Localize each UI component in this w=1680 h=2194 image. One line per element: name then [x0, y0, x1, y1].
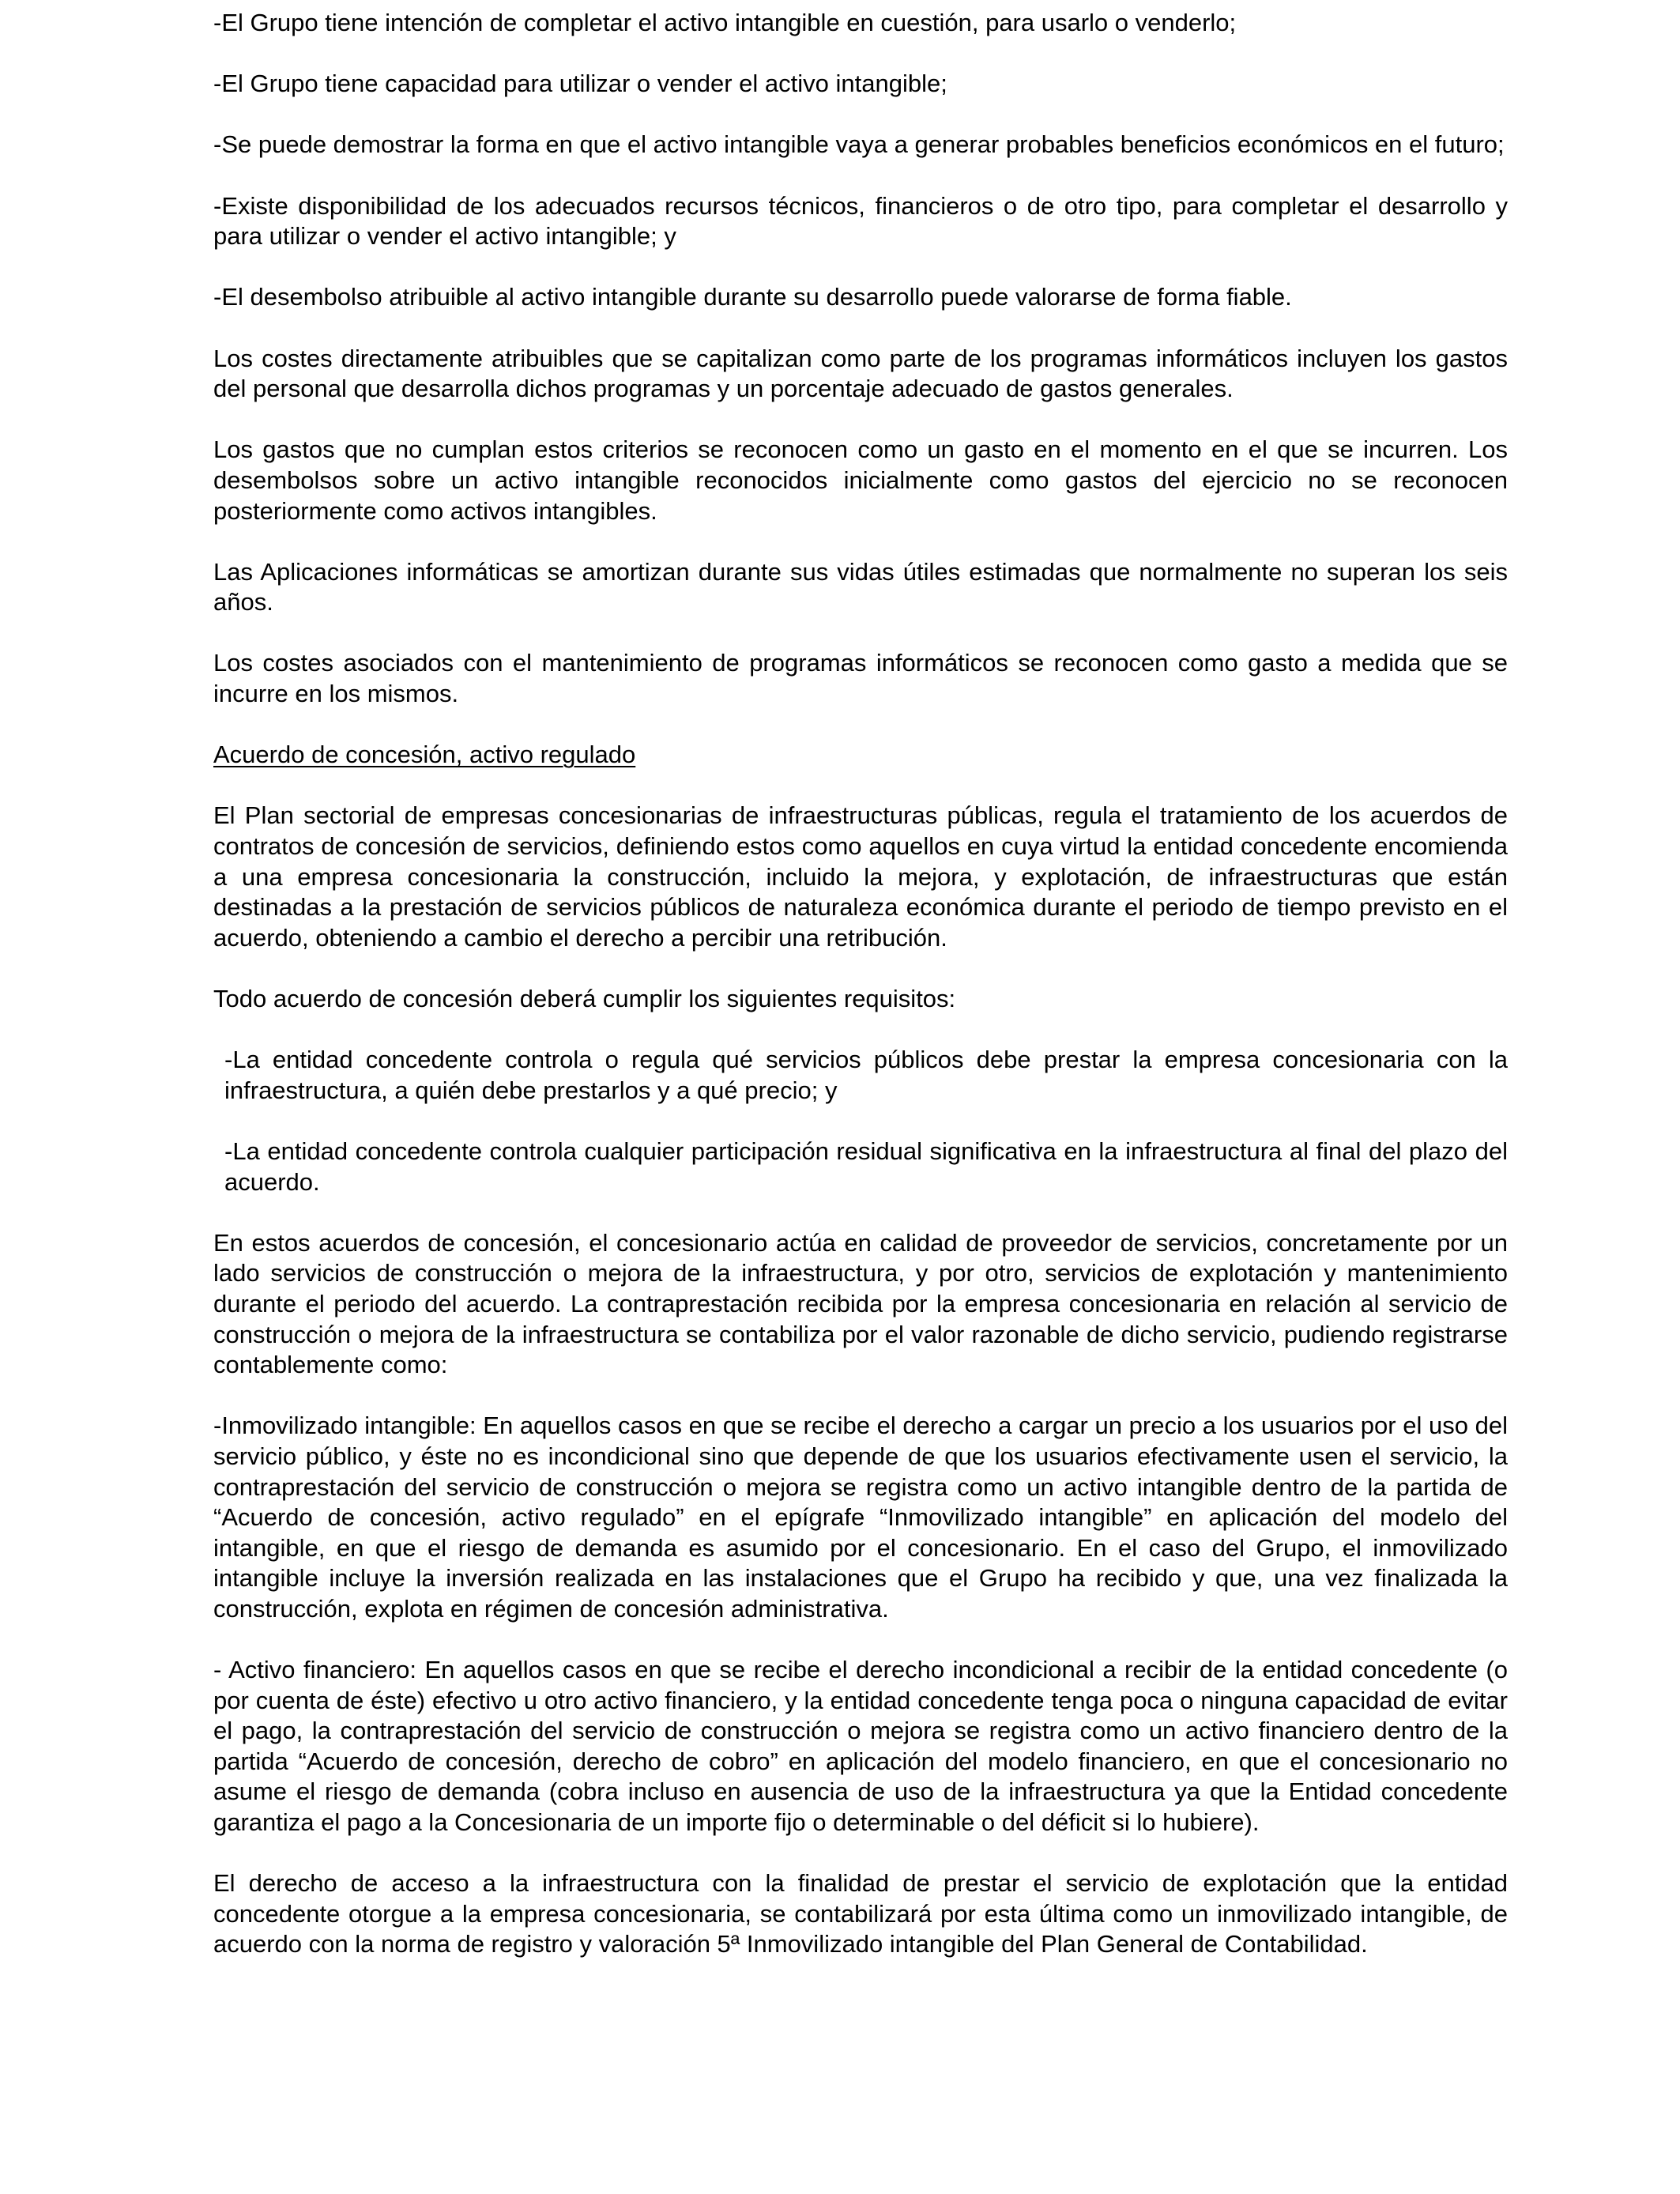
software-paragraph: Los gastos que no cumplan estos criterios se reconocen como un gasto en el momento en el que se incurren. Los desembolsos sobre un activo intangible reconocidos inicialmente como gastos del ejercicio no se reconocen posteriormente como activos intangibles. [213, 435, 1508, 525]
intro-item: -Existe disponibilidad de los adecuados recursos técnicos, financieros o de otro tipo, para completar el desarrollo y para utilizar o vender el activo intangible; y [213, 191, 1508, 251]
concession-paragraph: El derecho de acceso a la infraestructura con la finalidad de prestar el servicio de explotación que la entidad concedente otorgue a la empresa concesionaria, se contabilizará por esta última como un inmovilizado intangible, de acuerdo con la norma de registro y valoración 5ª Inmovilizado intangible del Plan General de Contabilidad. [213, 1869, 1508, 1958]
software-paragraph: Los costes asociados con el mantenimiento de programas informáticos se reconocen como gasto a medida que se incurre en los mismos. [213, 649, 1508, 708]
requirement-item: -La entidad concedente controla cualquier participación residual significativa en la infraestructura al final del plazo del acuerdo. [224, 1137, 1508, 1196]
concession-intro: El Plan sectorial de empresas concesionarias de infraestructuras públicas, regula el tratamiento de los acuerdos de contratos de concesión de servicios, definiendo estos como aquellos en cuya virtud la entidad concedente encomienda a una empresa concesionaria la construcción, incluido la mejora, y explotación, de infraestructuras que están destinadas a la prestación de servicios públicos de naturaleza económica durante el periodo de tiempo previsto en el acuerdo, obteniendo a cambio el derecho a percibir una retribución. [213, 801, 1508, 952]
concession-paragraph: En estos acuerdos de concesión, el concesionario actúa en calidad de proveedor de servicios, concretamente por un lado servicios de construcción o mejora de la infraestructura, y por otro, servicios de explotación y mantenimiento durante el periodo del acuerdo. La contraprestación recibida por la empresa concesionaria en relación al servicio de construcción o mejora de la infraestructura se contabiliza por el valor razonable de dicho servicio, pudiendo registrarse contablemente como: [213, 1228, 1508, 1379]
concession-paragraph: -Inmovilizado intangible: En aquellos casos en que se recibe el derecho a cargar un precio a los usuarios por el uso del servicio público, y éste no es incondicional sino que depende de que los usuarios efectivamente usen el servicio, la contraprestación del servicio de construcción o mejora se registra como un activo intangible dentro de la partida de “Acuerdo de concesión, activo regulado” en el epígrafe “Inmovilizado intangible” en aplicación del modelo del intangible, en que el riesgo de demanda es asumido por el concesionario. En el caso del Grupo, el inmovilizado intangible incluye la inversión realizada en las instalaciones que el Grupo ha recibido y que, una vez finalizada la construcción, explota en régimen de concesión administrativa. [213, 1412, 1508, 1623]
requirement-item: -La entidad concedente controla o regula qué servicios públicos debe prestar la empresa concesionaria con la infraestructura, a quién debe prestarlos y a qué precio; y [224, 1046, 1508, 1104]
section-heading: Acuerdo de concesión, activo regulado [213, 741, 636, 769]
requirements-lead: Todo acuerdo de concesión deberá cumplir los siguientes requisitos: [213, 985, 956, 1012]
software-paragraph: Los costes directamente atribuibles que se capitalizan como parte de los programas informáticos incluyen los gastos del personal que desarrolla dichos programas y un porcentaje adecuado de gastos generales. [213, 344, 1508, 403]
intro-item: -Se puede demostrar la forma en que el activo intangible vaya a generar probables beneficios económicos en el futuro; [213, 130, 1505, 159]
intro-item: -El Grupo tiene capacidad para utilizar o vender el activo intangible; [213, 70, 947, 98]
concession-paragraph: - Activo financiero: En aquellos casos en que se recibe el derecho incondicional a recibir de la entidad concedente (o por cuenta de éste) efectivo u otro activo financiero, y la entidad concedente tenga poca o ninguna capacidad de evitar el pago, la contraprestación del servicio de construcción o mejora se registra como un activo financiero dentro de la partida “Acuerdo de concesión, derecho de cobro” en aplicación del modelo financiero, en que el concesionario no asume el riesgo de demanda (cobra incluso en ausencia de uso de la infraestructura ya que la Entidad concedente garantiza el pago a la Concesionaria de un importe fijo o determinable o del déficit si lo hubiere). [213, 1656, 1508, 1837]
intro-item: -El desembolso atribuible al activo intangible durante su desarrollo puede valorarse de forma fiable. [213, 283, 1292, 311]
intro-item: -El Grupo tiene intención de completar el activo intangible en cuestión, para usarlo o venderlo; [213, 9, 1237, 36]
software-paragraph: Las Aplicaciones informáticas se amortizan durante sus vidas útiles estimadas que normalmente no superan los seis años. [213, 557, 1508, 616]
document-page [213, 8, 1508, 1991]
